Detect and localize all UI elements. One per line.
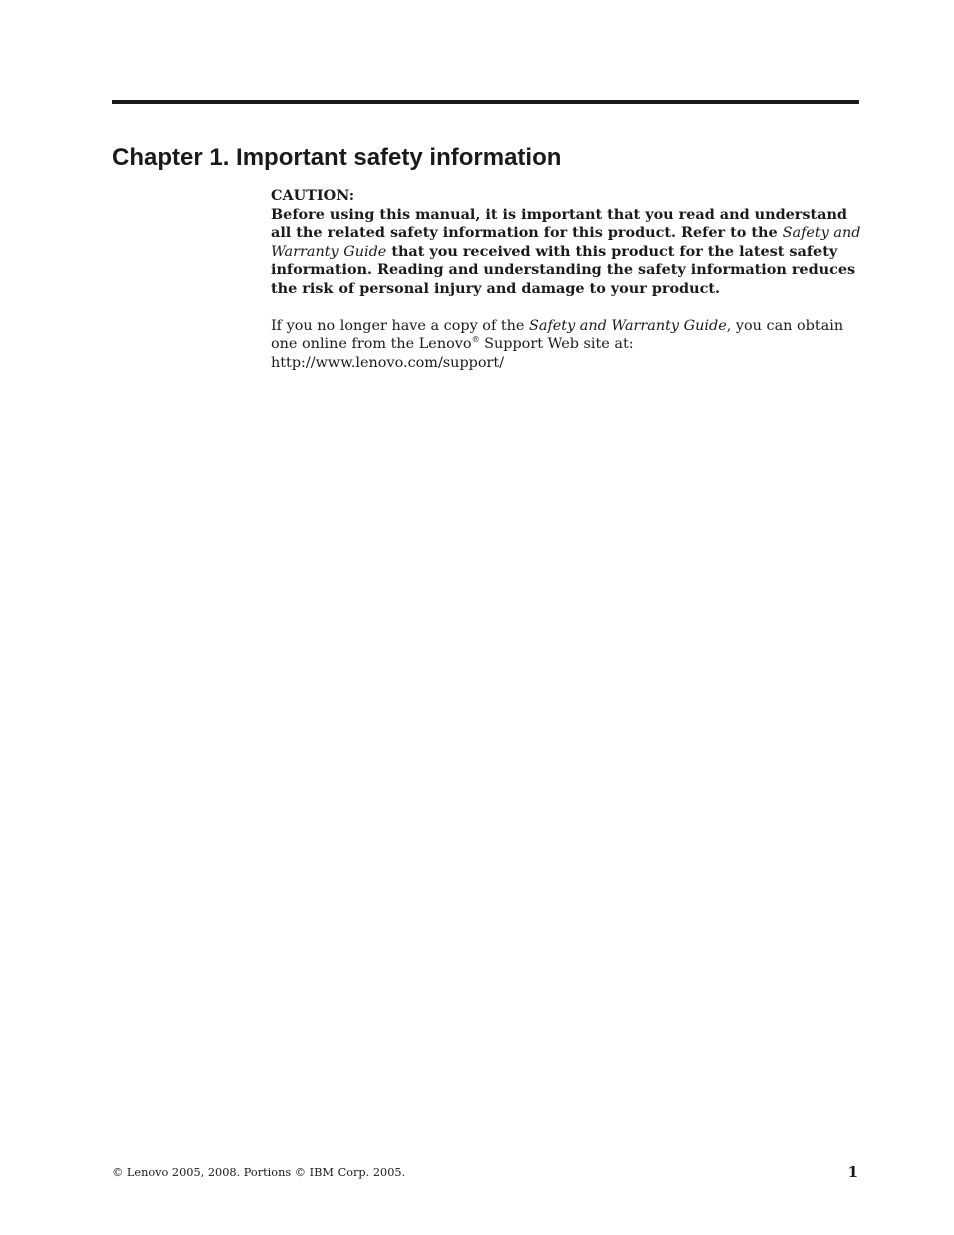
support-url[interactable]: http://www.lenovo.com/support/ — [271, 354, 505, 371]
support-text-part1: If you no longer have a copy of the — [271, 317, 530, 334]
chapter-body — [271, 187, 861, 372]
caution-label: CAUTION: — [271, 187, 355, 204]
support-text-part3: Support Web site at: — [479, 336, 634, 352]
support-paragraph — [271, 317, 861, 354]
trademark-symbol: ® — [471, 335, 480, 345]
footer-copyright: © Lenovo 2005, 2008. Portions © IBM Corp. 2005. — [112, 1166, 406, 1179]
caution-text-part1: Before using this manual, it is important that you read and understand all the related safety information for this product. Refer to the — [271, 205, 847, 241]
support-text-part2: , you can obtain one online from the Lenovo — [271, 317, 844, 352]
caution-text-part2: that you received with this product for the latest safety information. Reading and understanding the safety information reduces the risk of personal injury and damage to your product. — [271, 242, 856, 297]
caution-guide-title: Safety and Warranty Guide — [271, 225, 861, 260]
chapter-title: Chapter 1. Important safety information — [112, 144, 562, 171]
chapter-rule — [112, 100, 859, 104]
page-number: 1 — [847, 1163, 858, 1181]
caution-text — [271, 206, 861, 299]
support-guide-title: Safety and Warranty Guide — [529, 317, 727, 334]
